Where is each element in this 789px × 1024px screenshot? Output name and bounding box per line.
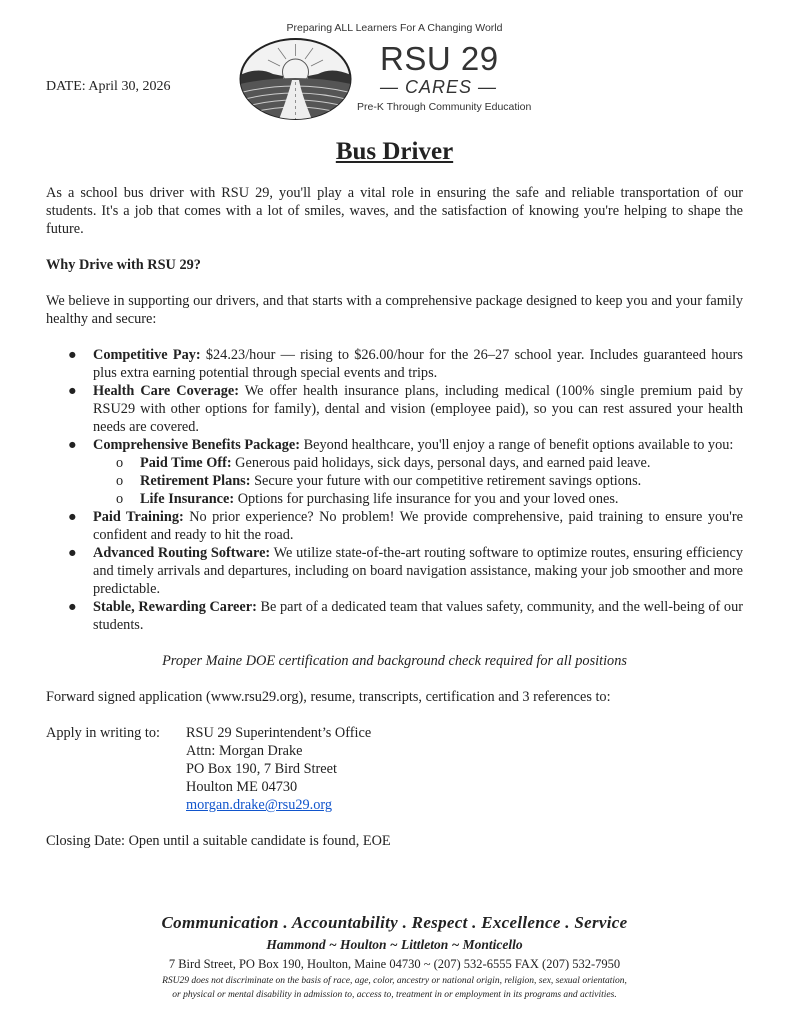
footer-disclaimer-line-1: RSU29 does not discriminate on the basis of race, age, color, ancestry or national origin, religion, sex, sexual orientation,	[162, 976, 627, 986]
bullet-icon: ●	[68, 347, 77, 363]
sub-benefits-list	[93, 454, 743, 508]
benefit-item-health	[46, 382, 743, 436]
sub-benefit-life	[93, 490, 743, 508]
sub-benefit-label: Life Insurance:	[140, 491, 235, 507]
benefit-label: Comprehensive Benefits Package:	[93, 437, 301, 453]
apply-block	[46, 724, 743, 814]
footer-towns: Hammond ~ Houlton ~ Littleton ~ Monticello	[266, 937, 523, 952]
intro-paragraph: As a school bus driver with RSU 29, you'll play a vital role in ensuring the safe and reliable transportation of our students. It's a job that comes with a lot of smiles, waves, and the satisfaction of knowing you're helping to shape the future.	[46, 185, 743, 237]
benefit-text: We offer health insurance plans, including medical (100% single premium paid by RSU29 with other options for family), dental and vision (employee paid), so you can rest assured your health needs are covered.	[93, 383, 743, 435]
sub-benefit-retirement	[93, 472, 743, 490]
benefit-item-pay	[46, 346, 743, 382]
sub-bullet-icon: o	[116, 455, 124, 471]
posting-date: DATE: April 30, 2026	[46, 79, 171, 94]
apply-po: PO Box 190, 7 Bird Street	[186, 761, 337, 777]
apply-city: Houlton ME 04730	[186, 779, 298, 795]
apply-email-link[interactable]: morgan.drake@rsu29.org	[186, 797, 333, 813]
certification-note: Proper Maine DOE certification and background check required for all positions	[162, 653, 627, 669]
apply-office: RSU 29 Superintendent’s Office	[186, 725, 372, 741]
closing-date: Closing Date: Open until a suitable candidate is found, EOE	[46, 833, 391, 849]
logo-title: RSU 29	[380, 40, 499, 77]
benefit-label: Paid Training:	[93, 509, 184, 525]
benefit-text: Be part of a dedicated team that values safety, community, and the well-being of our students.	[93, 599, 743, 633]
why-heading: Why Drive with RSU 29?	[46, 257, 201, 273]
apply-label: Apply in writing to:	[46, 725, 160, 741]
why-intro-paragraph: We believe in supporting our drivers, and that starts with a comprehensive package designed to keep you and your family healthy and secure:	[46, 293, 743, 327]
benefit-text: Beyond healthcare, you'll enjoy a range of benefit options available to you:	[300, 437, 734, 453]
footer-disclaimer-line-2: or physical or mental disability in admission to, access to, treatment in or employment in its programs and activities.	[172, 990, 617, 1000]
benefit-label: Health Care Coverage:	[93, 383, 240, 399]
benefit-label: Competitive Pay:	[93, 347, 201, 363]
sub-benefit-label: Retirement Plans:	[140, 473, 251, 489]
benefit-text: We utilize state-of-the-art routing software to optimize routes, ensuring efficiency and timely arrivals and departures, including on board navigation assistance, making your job smoother and more predictable.	[93, 545, 743, 597]
footer-address: 7 Bird Street, PO Box 190, Houlton, Maine 04730 ~ (207) 532-6555 FAX (207) 532-7950	[168, 957, 621, 971]
bullet-icon: ●	[68, 545, 77, 561]
benefit-item-routing	[46, 544, 743, 598]
benefits-list	[46, 346, 743, 634]
bullet-icon: ●	[68, 509, 77, 525]
sub-bullet-icon: o	[116, 473, 124, 489]
apply-attn: Attn: Morgan Drake	[186, 743, 303, 759]
benefit-item-career	[46, 598, 743, 634]
benefit-item-training	[46, 508, 743, 544]
benefit-text: $24.23/hour — rising to $26.00/hour for the 26–27 school year. Includes guaranteed hours plus extra earning potential through special events and trips.	[93, 347, 743, 381]
job-description	[46, 184, 743, 850]
district-logo	[238, 36, 353, 122]
sub-benefit-text: Secure your future with our competitive retirement savings options.	[250, 473, 642, 489]
bullet-icon: ●	[68, 383, 77, 399]
benefit-text: No prior experience? No problem! We provide comprehensive, paid training to ensure you're confident and ready to hit the road.	[93, 509, 743, 543]
apply-address	[186, 724, 371, 814]
footer-motto: Communication . Accountability . Respect . Excellence . Service	[161, 913, 628, 932]
page-title: Bus Driver	[335, 138, 454, 165]
sub-bullet-icon: o	[116, 491, 124, 507]
logo-subtitle: Pre-K Through Community Education	[357, 101, 532, 113]
benefit-item-package	[46, 436, 743, 508]
sub-benefit-pto	[93, 454, 743, 472]
bullet-icon: ●	[68, 599, 77, 615]
sub-benefit-label: Paid Time Off:	[140, 455, 232, 471]
benefit-label: Stable, Rewarding Career:	[93, 599, 257, 615]
logo-cares: — CARES —	[380, 77, 498, 97]
forward-instructions: Forward signed application (www.rsu29.org), resume, transcripts, certification and 3 references to:	[46, 689, 611, 705]
sub-benefit-text: Generous paid holidays, sick days, personal days, and earned paid leave.	[231, 455, 651, 471]
sub-benefit-text: Options for purchasing life insurance for you and your loved ones.	[234, 491, 619, 507]
header-tagline: Preparing ALL Learners For A Changing World	[286, 22, 503, 34]
bullet-icon: ●	[68, 437, 77, 453]
benefit-label: Advanced Routing Software:	[93, 545, 271, 561]
